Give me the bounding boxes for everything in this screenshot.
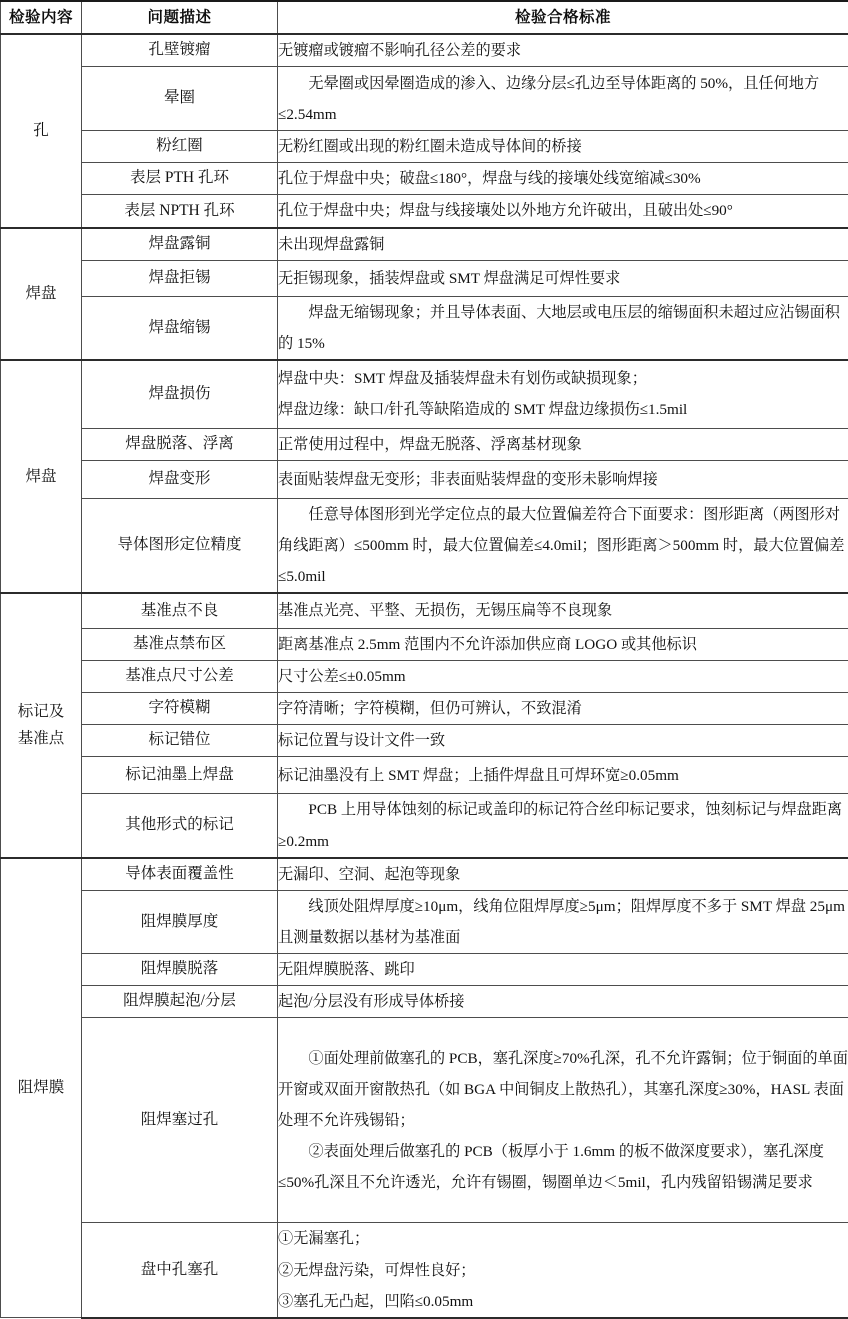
criteria-paragraph: 标记位置与设计文件一致 [278, 725, 848, 756]
column-header: 问题描述 [82, 1, 278, 34]
category-label-line: 焊盘 [1, 463, 81, 490]
category-label-line: 基准点 [1, 725, 81, 752]
table-row [1, 67, 848, 131]
acceptance-criteria-cell [278, 163, 848, 195]
problem-description-cell: 晕圈 [82, 67, 278, 131]
problem-description-cell: 焊盘变形 [82, 460, 278, 498]
problem-description-cell: 字符模糊 [82, 693, 278, 725]
table-row [1, 131, 848, 163]
table-row [1, 1223, 848, 1318]
category-label-line: 孔 [1, 117, 81, 144]
table-row [1, 260, 848, 296]
acceptance-criteria-cell [278, 858, 848, 891]
acceptance-criteria-cell [278, 628, 848, 660]
column-header: 检验合格标准 [278, 1, 848, 34]
table-row [1, 794, 848, 858]
acceptance-criteria-cell [278, 428, 848, 460]
acceptance-criteria-cell [278, 260, 848, 296]
criteria-paragraph: 字符清晰；字符模糊，但仍可辨认，不致混淆 [278, 693, 848, 724]
category-label-line: 标记及 [1, 698, 81, 725]
criteria-paragraph: 孔位于焊盘中央；焊盘与线接壤处以外地方允许破出，且破出处≤90° [278, 195, 848, 226]
criteria-paragraph: 无漏印、空洞、起泡等现象 [278, 859, 848, 890]
criteria-paragraph: 表面贴装焊盘无变形；非表面贴装焊盘的变形未影响焊接 [278, 464, 848, 495]
table-row [1, 628, 848, 660]
table-row [1, 296, 848, 360]
table-header-row [1, 1, 848, 34]
acceptance-criteria-cell [278, 34, 848, 67]
acceptance-criteria-cell [278, 1018, 848, 1223]
acceptance-criteria-cell [278, 693, 848, 725]
criteria-paragraph: ①无漏塞孔； [278, 1223, 848, 1254]
acceptance-criteria-cell [278, 954, 848, 986]
problem-description-cell: 孔壁镀瘤 [82, 34, 278, 67]
problem-description-cell: 阻焊膜厚度 [82, 890, 278, 953]
problem-description-cell: 盘中孔塞孔 [82, 1223, 278, 1318]
problem-description-cell: 焊盘脱落、浮离 [82, 428, 278, 460]
problem-description-cell: 其他形式的标记 [82, 794, 278, 858]
table-row [1, 34, 848, 67]
category-cell [1, 858, 82, 1318]
table-row [1, 660, 848, 692]
table-row [1, 593, 848, 628]
acceptance-criteria-cell [278, 228, 848, 261]
table-row [1, 498, 848, 593]
acceptance-criteria-cell [278, 1223, 848, 1318]
criteria-paragraph: 孔位于焊盘中央；破盘≤180°，焊盘与线的接壤处线宽缩减≤30% [278, 163, 848, 194]
criteria-paragraph: 距离基准点 2.5mm 范围内不允许添加供应商 LOGO 或其他标识 [278, 629, 848, 660]
table-row [1, 858, 848, 891]
problem-description-cell: 阻焊膜脱落 [82, 954, 278, 986]
criteria-paragraph: 无镀瘤或镀瘤不影响孔径公差的要求 [278, 35, 848, 66]
acceptance-criteria-cell [278, 131, 848, 163]
acceptance-criteria-cell [278, 986, 848, 1018]
criteria-paragraph: ③塞孔无凸起，凹陷≤0.05mm [278, 1286, 848, 1317]
criteria-paragraph: 基准点光亮、平整、无损伤，无锡压扁等不良现象 [278, 595, 848, 626]
problem-description-cell: 阻焊塞过孔 [82, 1018, 278, 1223]
criteria-paragraph: 无拒锡现象，插装焊盘或 SMT 焊盘满足可焊性要求 [278, 263, 848, 294]
acceptance-criteria-cell [278, 67, 848, 131]
criteria-paragraph: PCB 上用导体蚀刻的标记或盖印的标记符合丝印标记要求，蚀刻标记与焊盘距离≥0.2mm [278, 794, 848, 856]
criteria-paragraph: 起泡/分层没有形成导体桥接 [278, 986, 848, 1017]
acceptance-criteria-cell [278, 660, 848, 692]
problem-description-cell: 粉红圈 [82, 131, 278, 163]
column-header: 检验内容 [1, 1, 82, 34]
criteria-paragraph: ①面处理前做塞孔的 PCB，塞孔深度≥70%孔深，孔不允许露铜；位于铜面的单面开窗或双面开窗散热孔（如 BGA 中间铜皮上散热孔），其塞孔深度≥30%，HASL 表面处理不允许残锡铅； [278, 1043, 848, 1136]
table-row [1, 195, 848, 228]
category-cell [1, 34, 82, 228]
criteria-paragraph: 线顶处阻焊厚度≥10μm，线角位阻焊厚度≥5μm；阻焊厚度不多于 SMT 焊盘 25μm 且测量数据以基材为基准面 [278, 891, 848, 953]
table-row [1, 428, 848, 460]
table-row [1, 1018, 848, 1223]
table-row [1, 725, 848, 757]
problem-description-cell: 导体表面覆盖性 [82, 858, 278, 891]
category-label-line: 阻焊膜 [1, 1074, 81, 1101]
table-row [1, 693, 848, 725]
problem-description-cell: 基准点不良 [82, 593, 278, 628]
problem-description-cell: 基准点禁布区 [82, 628, 278, 660]
problem-description-cell: 焊盘损伤 [82, 360, 278, 428]
table-body [1, 1, 848, 1318]
criteria-paragraph: 未出现焊盘露铜 [278, 229, 848, 260]
acceptance-criteria-cell [278, 725, 848, 757]
criteria-paragraph: 焊盘无缩锡现象；并且导体表面、大地层或电压层的缩锡面积未超过应沾锡面积的 15% [278, 297, 848, 359]
acceptance-criteria-cell [278, 757, 848, 794]
acceptance-criteria-cell [278, 460, 848, 498]
criteria-paragraph: ②表面处理后做塞孔的 PCB（板厚小于 1.6mm 的板不做深度要求），塞孔深度≤50%孔深且不允许透光，允许有锡圈，锡圈单边＜5mil，孔内残留铅锡满足要求 [278, 1136, 848, 1198]
problem-description-cell: 基准点尺寸公差 [82, 660, 278, 692]
problem-description-cell: 导体图形定位精度 [82, 498, 278, 593]
problem-description-cell: 标记油墨上焊盘 [82, 757, 278, 794]
table-row [1, 757, 848, 794]
table-row [1, 460, 848, 498]
table-row [1, 360, 848, 428]
acceptance-criteria-cell [278, 360, 848, 428]
criteria-paragraph: 标记油墨没有上 SMT 焊盘；上插件焊盘且可焊环宽≥0.05mm [278, 760, 848, 791]
acceptance-criteria-cell [278, 498, 848, 593]
problem-description-cell: 表层 NPTH 孔环 [82, 195, 278, 228]
table-row [1, 163, 848, 195]
criteria-paragraph: 无阻焊膜脱落、跳印 [278, 954, 848, 985]
table-row [1, 986, 848, 1018]
criteria-paragraph: 无晕圈或因晕圈造成的渗入、边缘分层≤孔边至导体距离的 50%，且任何地方≤2.54mm [278, 68, 848, 130]
criteria-paragraph: 焊盘中央：SMT 焊盘及插装焊盘未有划伤或缺损现象； [278, 363, 848, 394]
criteria-paragraph: 正常使用过程中，焊盘无脱落、浮离基材现象 [278, 429, 848, 460]
acceptance-criteria-cell [278, 593, 848, 628]
category-cell [1, 228, 82, 360]
criteria-paragraph: 任意导体图形到光学定位点的最大位置偏差符合下面要求：图形距离（两图形对角线距离）≤500mm 时，最大位置偏差≤4.0mil；图形距离＞500mm 时，最大位置偏差≤5.0mil [278, 499, 848, 592]
problem-description-cell: 表层 PTH 孔环 [82, 163, 278, 195]
problem-description-cell: 阻焊膜起泡/分层 [82, 986, 278, 1018]
table-row [1, 954, 848, 986]
problem-description-cell: 标记错位 [82, 725, 278, 757]
table-row [1, 890, 848, 953]
problem-description-cell: 焊盘缩锡 [82, 296, 278, 360]
criteria-paragraph: ②无焊盘污染，可焊性良好； [278, 1255, 848, 1286]
criteria-paragraph: 尺寸公差≤±0.05mm [278, 661, 848, 692]
acceptance-criteria-cell [278, 794, 848, 858]
table-row [1, 228, 848, 261]
acceptance-criteria-cell [278, 195, 848, 228]
criteria-paragraph: 焊盘边缘：缺口/针孔等缺陷造成的 SMT 焊盘边缘损伤≤1.5mil [278, 394, 848, 425]
criteria-paragraph: 无粉红圈或出现的粉红圈未造成导体间的桥接 [278, 131, 848, 162]
category-cell [1, 360, 82, 593]
acceptance-criteria-cell [278, 890, 848, 953]
problem-description-cell: 焊盘拒锡 [82, 260, 278, 296]
problem-description-cell: 焊盘露铜 [82, 228, 278, 261]
category-cell [1, 593, 82, 857]
acceptance-criteria-cell [278, 296, 848, 360]
category-label-line: 焊盘 [1, 280, 81, 307]
